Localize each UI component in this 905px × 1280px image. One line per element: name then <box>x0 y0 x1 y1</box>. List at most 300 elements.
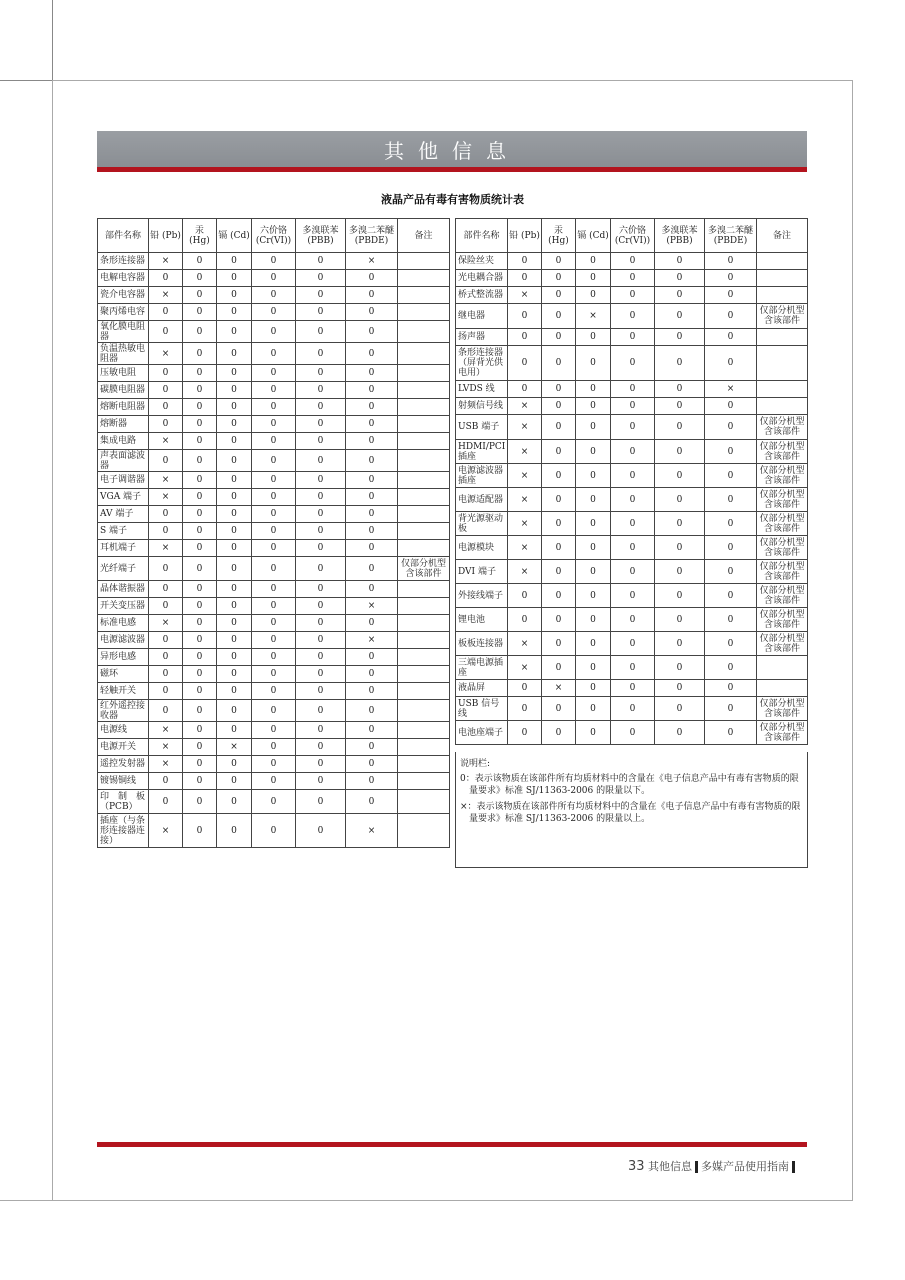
remark-cell <box>398 253 450 270</box>
substance-cell: 0 <box>296 304 346 321</box>
remark-cell: 仅部分机型含该部件 <box>757 464 808 488</box>
table-row <box>98 365 450 382</box>
substance-cell: × <box>149 814 183 848</box>
part-name-cell: 异形电感 <box>98 649 149 666</box>
part-name-cell: 声表面滤波器 <box>98 450 149 472</box>
substance-cell: 0 <box>542 464 576 488</box>
substance-cell: 0 <box>217 814 252 848</box>
part-name-cell: 氧化膜电阻器 <box>98 321 149 343</box>
substance-cell: 0 <box>346 472 398 489</box>
substance-cell: × <box>508 287 542 304</box>
substance-cell: 0 <box>705 680 757 697</box>
substance-cell: 0 <box>217 270 252 287</box>
substance-cell: 0 <box>705 415 757 440</box>
page-border <box>852 80 853 1200</box>
substance-cell: 0 <box>252 615 296 632</box>
remark-cell <box>398 382 450 399</box>
substance-cell: 0 <box>542 488 576 512</box>
substance-cell: 0 <box>296 489 346 506</box>
substance-cell: 0 <box>296 790 346 814</box>
substance-cell: 0 <box>149 450 183 472</box>
remark-cell <box>398 416 450 433</box>
table-row <box>98 615 450 632</box>
substance-cell: 0 <box>346 540 398 557</box>
table-row <box>98 649 450 666</box>
table-row <box>456 304 808 329</box>
table-row <box>456 488 808 512</box>
substance-cell: 0 <box>611 608 655 632</box>
page-number: 33 <box>628 1159 645 1174</box>
substance-cell: 0 <box>217 450 252 472</box>
substance-cell: 0 <box>576 536 611 560</box>
table-row <box>456 346 808 381</box>
substance-cell: 0 <box>542 536 576 560</box>
substance-cell: 0 <box>217 433 252 450</box>
substance-cell: 0 <box>183 365 217 382</box>
substance-cell: 0 <box>296 739 346 756</box>
substance-cell: 0 <box>346 416 398 433</box>
remark-cell: 仅部分机型含该部件 <box>757 488 808 512</box>
substance-cell: × <box>149 540 183 557</box>
remark-cell <box>398 472 450 489</box>
substance-cell: 0 <box>611 632 655 656</box>
substance-cell: 0 <box>217 382 252 399</box>
substance-cell: 0 <box>576 584 611 608</box>
substance-cell: 0 <box>611 560 655 584</box>
remark-cell: 仅部分机型含该部件 <box>398 557 450 581</box>
substance-cell: 0 <box>705 270 757 287</box>
substance-cell: 0 <box>296 433 346 450</box>
table-row <box>98 581 450 598</box>
remark-cell: 仅部分机型含该部件 <box>757 697 808 721</box>
substance-cell: 0 <box>296 700 346 722</box>
substance-cell: 0 <box>183 615 217 632</box>
substance-cell: 0 <box>217 489 252 506</box>
substance-cell: 0 <box>508 608 542 632</box>
remark-cell: 仅部分机型含该部件 <box>757 721 808 745</box>
remark-cell <box>398 581 450 598</box>
remark-cell <box>398 433 450 450</box>
remark-cell <box>398 756 450 773</box>
remark-cell <box>757 287 808 304</box>
substance-cell: 0 <box>346 433 398 450</box>
substance-cell: 0 <box>217 506 252 523</box>
part-name-cell: 电源适配器 <box>456 488 508 512</box>
substance-cell: 0 <box>655 697 705 721</box>
substance-cell: 0 <box>346 382 398 399</box>
substance-cell: 0 <box>183 540 217 557</box>
substance-cell: 0 <box>705 398 757 415</box>
table-row <box>456 270 808 287</box>
part-name-cell: 瓷介电容器 <box>98 287 149 304</box>
substance-cell: 0 <box>149 523 183 540</box>
substance-cell: 0 <box>217 756 252 773</box>
substance-cell: 0 <box>183 666 217 683</box>
table-row <box>98 270 450 287</box>
table-row <box>456 253 808 270</box>
substance-cell: 0 <box>611 253 655 270</box>
table-row <box>456 440 808 464</box>
remark-cell: 仅部分机型含该部件 <box>757 632 808 656</box>
substance-cell: 0 <box>346 343 398 365</box>
column-header: 六价铬 (Cr(VI)) <box>252 219 296 253</box>
substance-cell: 0 <box>705 656 757 680</box>
part-name-cell: 液晶屏 <box>456 680 508 697</box>
column-header: 铅 (Pb) <box>508 219 542 253</box>
substance-cell: 0 <box>611 464 655 488</box>
substance-cell: 0 <box>296 557 346 581</box>
table-row <box>98 287 450 304</box>
table-row <box>456 608 808 632</box>
substance-cell: 0 <box>705 632 757 656</box>
column-header: 多溴二苯醚 (PBDE) <box>346 219 398 253</box>
table-row <box>456 329 808 346</box>
substance-cell: 0 <box>252 814 296 848</box>
substance-cell: × <box>508 440 542 464</box>
part-name-cell: 电池座端子 <box>456 721 508 745</box>
remark-cell <box>757 329 808 346</box>
remark-cell <box>398 365 450 382</box>
substance-cell: 0 <box>217 632 252 649</box>
part-name-cell: 锂电池 <box>456 608 508 632</box>
remark-cell <box>398 450 450 472</box>
remark-cell <box>398 270 450 287</box>
substance-cell: 0 <box>296 253 346 270</box>
substance-cell: 0 <box>296 506 346 523</box>
substance-cell: 0 <box>183 433 217 450</box>
part-name-cell: 电子调谐器 <box>98 472 149 489</box>
remark-cell <box>398 666 450 683</box>
remark-cell <box>398 343 450 365</box>
part-name-cell: 外接线端子 <box>456 584 508 608</box>
substance-cell: 0 <box>346 399 398 416</box>
substance-cell: 0 <box>542 304 576 329</box>
substance-cell: 0 <box>576 415 611 440</box>
substance-cell: 0 <box>655 721 705 745</box>
substance-cell: 0 <box>183 683 217 700</box>
substance-cell: 0 <box>346 321 398 343</box>
part-name-cell: 耳机端子 <box>98 540 149 557</box>
table-row <box>456 536 808 560</box>
substance-cell: 0 <box>296 649 346 666</box>
table-row <box>98 321 450 343</box>
substance-cell: × <box>149 287 183 304</box>
table-row <box>98 739 450 756</box>
substance-cell: 0 <box>655 632 705 656</box>
substance-cell: × <box>346 814 398 848</box>
footer-guide: 多媒产品使用指南 <box>701 1160 790 1173</box>
substance-cell: 0 <box>705 287 757 304</box>
part-name-cell: 负温热敏电阻器 <box>98 343 149 365</box>
substance-cell: 0 <box>149 649 183 666</box>
substance-cell: 0 <box>611 512 655 536</box>
table-row <box>456 697 808 721</box>
substance-cell: 0 <box>346 790 398 814</box>
substance-cell: 0 <box>576 632 611 656</box>
substance-cell: 0 <box>705 329 757 346</box>
substance-cell: × <box>346 598 398 615</box>
remark-cell <box>398 790 450 814</box>
substance-cell: 0 <box>252 683 296 700</box>
substance-cell: 0 <box>542 721 576 745</box>
remark-cell <box>398 615 450 632</box>
table-row <box>98 343 450 365</box>
table-row <box>98 523 450 540</box>
substance-cell: 0 <box>252 523 296 540</box>
substance-cell: 0 <box>183 321 217 343</box>
substance-cell: 0 <box>576 656 611 680</box>
substance-cell: 0 <box>705 608 757 632</box>
substance-cell: 0 <box>346 666 398 683</box>
substance-cell: 0 <box>576 270 611 287</box>
substance-cell: 0 <box>296 416 346 433</box>
substance-cell: 0 <box>149 557 183 581</box>
substance-cell: 0 <box>576 560 611 584</box>
substance-cell: 0 <box>183 343 217 365</box>
substance-cell: 0 <box>296 287 346 304</box>
substance-cell: 0 <box>252 790 296 814</box>
substance-cell: 0 <box>183 756 217 773</box>
substance-cell: 0 <box>252 557 296 581</box>
remark-cell: 仅部分机型含该部件 <box>757 608 808 632</box>
part-name-cell: VGA 端子 <box>98 489 149 506</box>
substance-cell: 0 <box>217 666 252 683</box>
part-name-cell: HDMI/PCI 插座 <box>456 440 508 464</box>
substance-cell: 0 <box>183 270 217 287</box>
substance-cell: 0 <box>705 512 757 536</box>
page-border <box>52 80 852 81</box>
substance-cell: 0 <box>296 632 346 649</box>
crop-mark <box>52 0 53 80</box>
table-row <box>98 382 450 399</box>
substance-cell: 0 <box>611 697 655 721</box>
substance-cell: 0 <box>346 304 398 321</box>
substance-cell: 0 <box>149 632 183 649</box>
table-row <box>98 790 450 814</box>
substance-cell: 0 <box>542 253 576 270</box>
table-row <box>456 512 808 536</box>
substance-cell: 0 <box>611 381 655 398</box>
substance-cell: 0 <box>611 304 655 329</box>
part-name-cell: 射频信号线 <box>456 398 508 415</box>
substance-cell: 0 <box>149 416 183 433</box>
substance-cell: 0 <box>252 472 296 489</box>
part-name-cell: 光电耦合器 <box>456 270 508 287</box>
substance-cell: 0 <box>183 649 217 666</box>
substance-cell: 0 <box>705 304 757 329</box>
substance-cell: 0 <box>217 287 252 304</box>
remark-cell <box>757 398 808 415</box>
remark-cell: 仅部分机型含该部件 <box>757 512 808 536</box>
substance-cell: 0 <box>542 608 576 632</box>
substance-cell: 0 <box>655 398 705 415</box>
substance-cell: 0 <box>655 560 705 584</box>
substance-cell: 0 <box>576 512 611 536</box>
substance-cell: 0 <box>252 756 296 773</box>
page-footer <box>628 1158 798 1174</box>
substance-cell: 0 <box>611 287 655 304</box>
substance-cell: 0 <box>655 440 705 464</box>
substance-cell: 0 <box>183 598 217 615</box>
substance-cell: 0 <box>252 365 296 382</box>
substance-cell: 0 <box>576 721 611 745</box>
section-banner <box>97 131 807 167</box>
part-name-cell: USB 端子 <box>456 415 508 440</box>
part-name-cell: 压敏电阻 <box>98 365 149 382</box>
footer-divider <box>792 1161 795 1173</box>
substance-cell: × <box>508 560 542 584</box>
part-name-cell: 电解电容器 <box>98 270 149 287</box>
substance-cell: 0 <box>346 557 398 581</box>
substance-cell: 0 <box>183 773 217 790</box>
substance-cell: 0 <box>576 346 611 381</box>
substance-cell: 0 <box>252 722 296 739</box>
notes-box <box>455 752 808 868</box>
remark-cell <box>398 683 450 700</box>
substance-cell: 0 <box>346 722 398 739</box>
substance-cell: 0 <box>217 773 252 790</box>
substance-cell: 0 <box>183 253 217 270</box>
substance-cell: 0 <box>611 536 655 560</box>
substance-cell: 0 <box>346 365 398 382</box>
substance-cell: 0 <box>346 489 398 506</box>
remark-cell <box>398 632 450 649</box>
substance-cell: 0 <box>508 253 542 270</box>
substance-cell: 0 <box>296 365 346 382</box>
remark-cell <box>398 739 450 756</box>
substance-cell: 0 <box>217 700 252 722</box>
part-name-cell: 条形连接器（屏背光供电用） <box>456 346 508 381</box>
substance-cell: × <box>576 304 611 329</box>
substance-cell: 0 <box>576 329 611 346</box>
substance-cell: × <box>508 536 542 560</box>
part-name-cell: 遥控发射器 <box>98 756 149 773</box>
substance-cell: 0 <box>611 346 655 381</box>
remark-cell <box>398 814 450 848</box>
remark-cell <box>398 287 450 304</box>
substance-cell: 0 <box>217 523 252 540</box>
substance-cell: 0 <box>508 680 542 697</box>
substance-cell: 0 <box>149 365 183 382</box>
substance-cell: 0 <box>252 270 296 287</box>
substance-cell: 0 <box>655 381 705 398</box>
substance-cell: 0 <box>296 540 346 557</box>
page-border <box>0 1200 853 1201</box>
column-header: 部件名称 <box>98 219 149 253</box>
substance-cell: 0 <box>611 440 655 464</box>
remark-cell: 仅部分机型含该部件 <box>757 584 808 608</box>
substance-cell: 0 <box>611 584 655 608</box>
notes-title: 说明栏: <box>460 759 491 769</box>
substance-cell: 0 <box>183 814 217 848</box>
substance-cell: 0 <box>542 415 576 440</box>
substance-cell: × <box>149 343 183 365</box>
substance-cell: 0 <box>252 739 296 756</box>
substance-cell: 0 <box>296 683 346 700</box>
banner-accent-bar <box>97 167 807 172</box>
substance-cell: 0 <box>346 523 398 540</box>
table-row <box>98 683 450 700</box>
substance-cell: 0 <box>217 581 252 598</box>
substance-cell: 0 <box>217 790 252 814</box>
remark-cell <box>398 399 450 416</box>
substance-cell: × <box>149 489 183 506</box>
substance-cell: 0 <box>183 304 217 321</box>
remark-cell: 仅部分机型含该部件 <box>757 304 808 329</box>
part-name-cell: 插座（与条形连接器连接） <box>98 814 149 848</box>
substance-cell: 0 <box>217 472 252 489</box>
substance-cell: 0 <box>296 581 346 598</box>
substance-cell: × <box>149 253 183 270</box>
table-row <box>98 489 450 506</box>
table-row <box>98 399 450 416</box>
substance-cell: 0 <box>252 666 296 683</box>
substance-cell: 0 <box>183 700 217 722</box>
substance-cell: 0 <box>542 287 576 304</box>
part-name-cell: 标准电感 <box>98 615 149 632</box>
substance-cell: 0 <box>183 739 217 756</box>
table-row <box>456 398 808 415</box>
substance-cell: × <box>508 632 542 656</box>
substance-cell: 0 <box>346 287 398 304</box>
substance-cell: 0 <box>296 756 346 773</box>
substance-cell: 0 <box>183 506 217 523</box>
substance-cell: 0 <box>252 399 296 416</box>
table-row <box>98 472 450 489</box>
part-name-cell: AV 端子 <box>98 506 149 523</box>
substance-cell: 0 <box>542 270 576 287</box>
remark-cell <box>398 523 450 540</box>
table-header-row <box>98 219 450 253</box>
part-name-cell: 聚丙烯电容 <box>98 304 149 321</box>
table-header-row <box>456 219 808 253</box>
column-header: 多溴二苯醚 (PBDE) <box>705 219 757 253</box>
part-name-cell: 保险丝夹 <box>456 253 508 270</box>
substance-cell: 0 <box>296 450 346 472</box>
part-name-cell: 电源滤波器 <box>98 632 149 649</box>
substance-cell: 0 <box>217 365 252 382</box>
table-row <box>98 506 450 523</box>
substance-cell: 0 <box>149 506 183 523</box>
substance-cell: 0 <box>655 304 705 329</box>
substance-cell: × <box>705 381 757 398</box>
substance-cell: 0 <box>655 415 705 440</box>
page-border <box>52 80 53 1200</box>
substance-cell: 0 <box>183 523 217 540</box>
substance-cell: 0 <box>705 560 757 584</box>
substance-cell: 0 <box>296 399 346 416</box>
remark-cell <box>757 656 808 680</box>
substance-cell: 0 <box>542 632 576 656</box>
substance-cell: 0 <box>611 415 655 440</box>
substance-cell: × <box>149 739 183 756</box>
substance-cell: × <box>149 722 183 739</box>
part-name-cell: 背光源驱动板 <box>456 512 508 536</box>
substance-cell: 0 <box>655 536 705 560</box>
substance-cell: 0 <box>542 584 576 608</box>
substance-cell: 0 <box>705 488 757 512</box>
substance-cell: 0 <box>705 721 757 745</box>
substance-cell: 0 <box>508 381 542 398</box>
substance-cell: 0 <box>217 253 252 270</box>
substance-cell: 0 <box>252 253 296 270</box>
substance-cell: 0 <box>183 450 217 472</box>
table-row <box>456 584 808 608</box>
substance-cell: 0 <box>252 382 296 399</box>
substance-cell: 0 <box>576 680 611 697</box>
substance-cell: 0 <box>611 270 655 287</box>
substance-cell: 0 <box>252 450 296 472</box>
